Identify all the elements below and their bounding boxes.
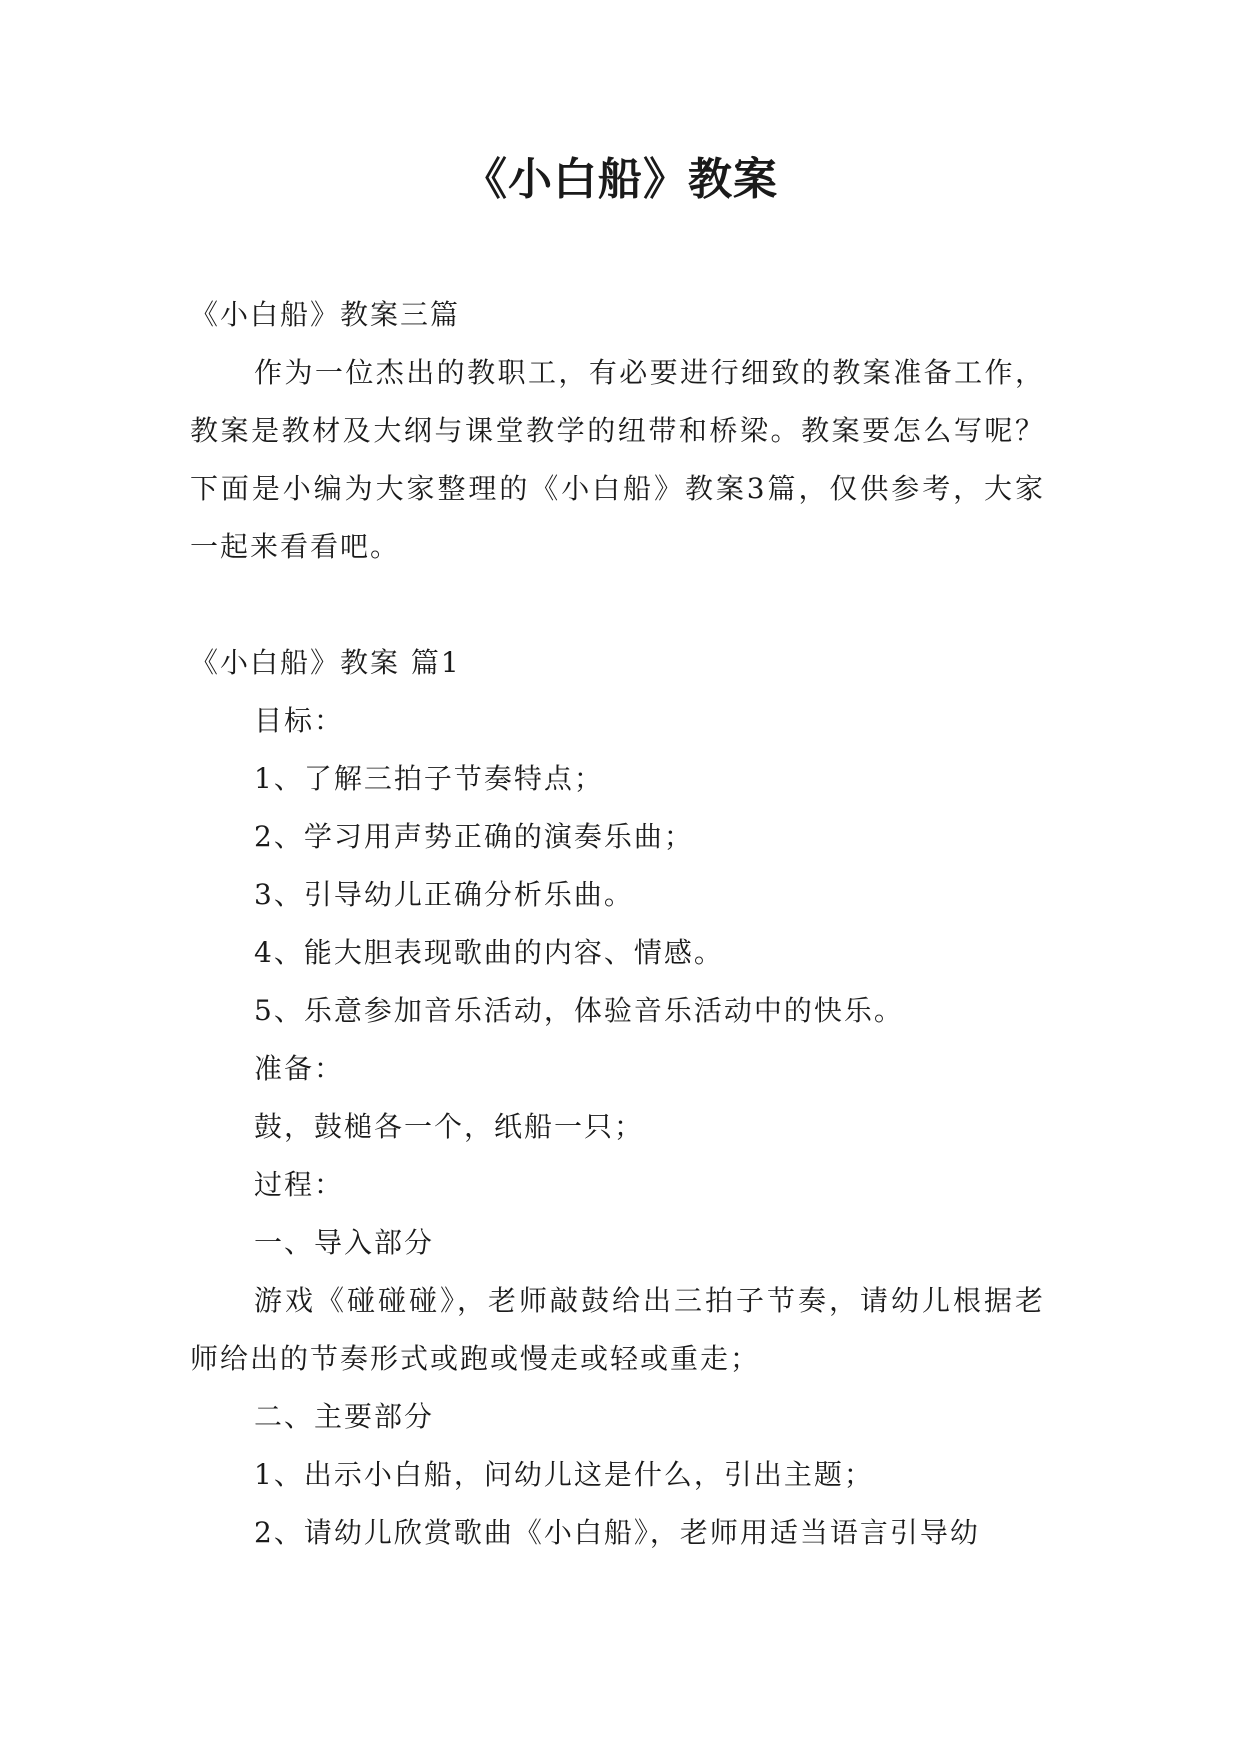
section-heading: 《小白船》教案 篇1 xyxy=(190,646,461,679)
prep-label: 准备： xyxy=(254,1052,345,1085)
part2-item-2: 2、请幼儿欣赏歌曲《小白船》，老师用适当语言引导幼 xyxy=(254,1516,980,1549)
process-label: 过程： xyxy=(254,1168,345,1201)
goal-item-1: 1、了解三拍子节奏特点； xyxy=(254,762,604,795)
goal-item-4: 4、能大胆表现歌曲的内容、情感。 xyxy=(254,936,724,969)
part1-text: 游戏《碰碰碰》，老师敲鼓给出三拍子节奏，请幼儿根据老师给出的节奏形式或跑或慢走或轻或重走； xyxy=(190,1284,1045,1375)
goal-label: 目标： xyxy=(254,704,345,737)
prep-text: 鼓，鼓槌各一个，纸船一只； xyxy=(254,1110,645,1143)
goal-item-5: 5、乐意参加音乐活动，体验音乐活动中的快乐。 xyxy=(254,994,904,1027)
part1-heading: 一、导入部分 xyxy=(254,1226,435,1259)
intro-paragraph: 作为一位杰出的教职工，有必要进行细致的教案准备工作，教案是教材及大纲与课堂教学的纽带和桥梁。教案要怎么写呢？下面是小编为大家整理的《小白船》教案3篇，仅供参考，大家一起来看看吧。 xyxy=(190,356,1045,563)
section-spacer xyxy=(190,576,1045,634)
part2-item-1: 1、出示小白船，问幼儿这是什么，引出主题； xyxy=(254,1458,874,1491)
goal-item-2: 2、学习用声势正确的演奏乐曲； xyxy=(254,820,694,853)
subtitle: 《小白船》教案三篇 xyxy=(190,298,461,331)
part2-heading: 二、主要部分 xyxy=(254,1400,435,1433)
document-title: 《小白船》教案 xyxy=(463,154,778,205)
document-body xyxy=(190,286,1045,1562)
goal-item-3: 3、引导幼儿正确分析乐曲。 xyxy=(254,878,634,911)
